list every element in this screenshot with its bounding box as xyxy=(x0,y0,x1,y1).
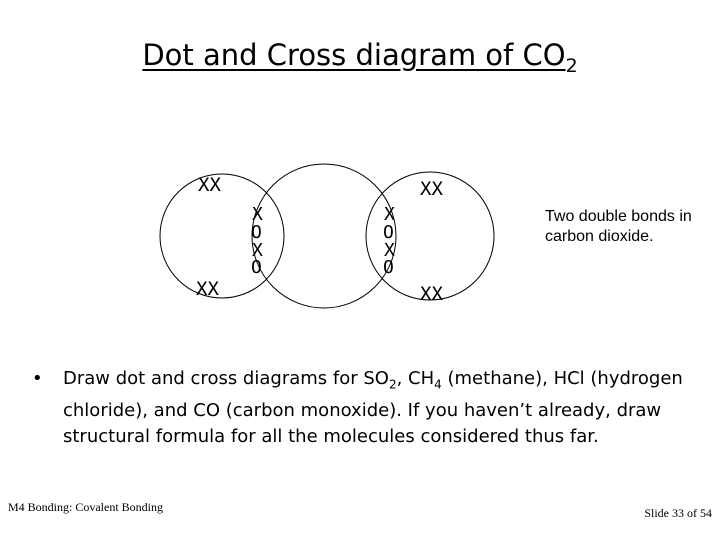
instruction-text: Draw dot and cross diagrams for $SO_2$, $CH_4$ (methane), HCl (hydrogen chloride), and CO (carbon monoxide). If you haven’t already, draw structural formula for all the molecules considered thus far. xyxy=(63,368,683,447)
bullet-marker: • xyxy=(32,368,43,389)
right-oxygen-bottom-pair: XX xyxy=(420,283,443,305)
left-bond-dot-1: O xyxy=(251,222,262,243)
right-bond-cross-2: X xyxy=(384,240,395,261)
left-bond-cross-1: X xyxy=(252,204,263,225)
title-subscript: 2 xyxy=(565,54,578,77)
left-oxygen-top-pair: XX xyxy=(198,174,221,196)
footer-slide-number: Slide 33 of 54 xyxy=(644,506,712,520)
diagram-caption: Two double bonds in carbon dioxide. xyxy=(545,208,692,245)
slide-title-text: Dot and Cross diagram of $CO_2$ xyxy=(142,38,578,77)
left-oxygen-shell xyxy=(160,174,284,298)
footer-course-label: M4 Bonding: Covalent Bonding xyxy=(8,500,164,514)
carbon-shell xyxy=(252,164,396,308)
left-bond-dot-2: O xyxy=(251,257,262,278)
left-bond-cross-2: X xyxy=(252,240,263,261)
right-bond-cross-1: X xyxy=(384,204,395,225)
right-bond-dot-1: O xyxy=(383,222,394,243)
left-oxygen-bottom-pair: XX xyxy=(196,278,219,300)
right-oxygen-top-pair: XX xyxy=(420,178,443,200)
right-bond-dot-2: O xyxy=(383,257,394,278)
instruction-bullet xyxy=(32,366,692,450)
